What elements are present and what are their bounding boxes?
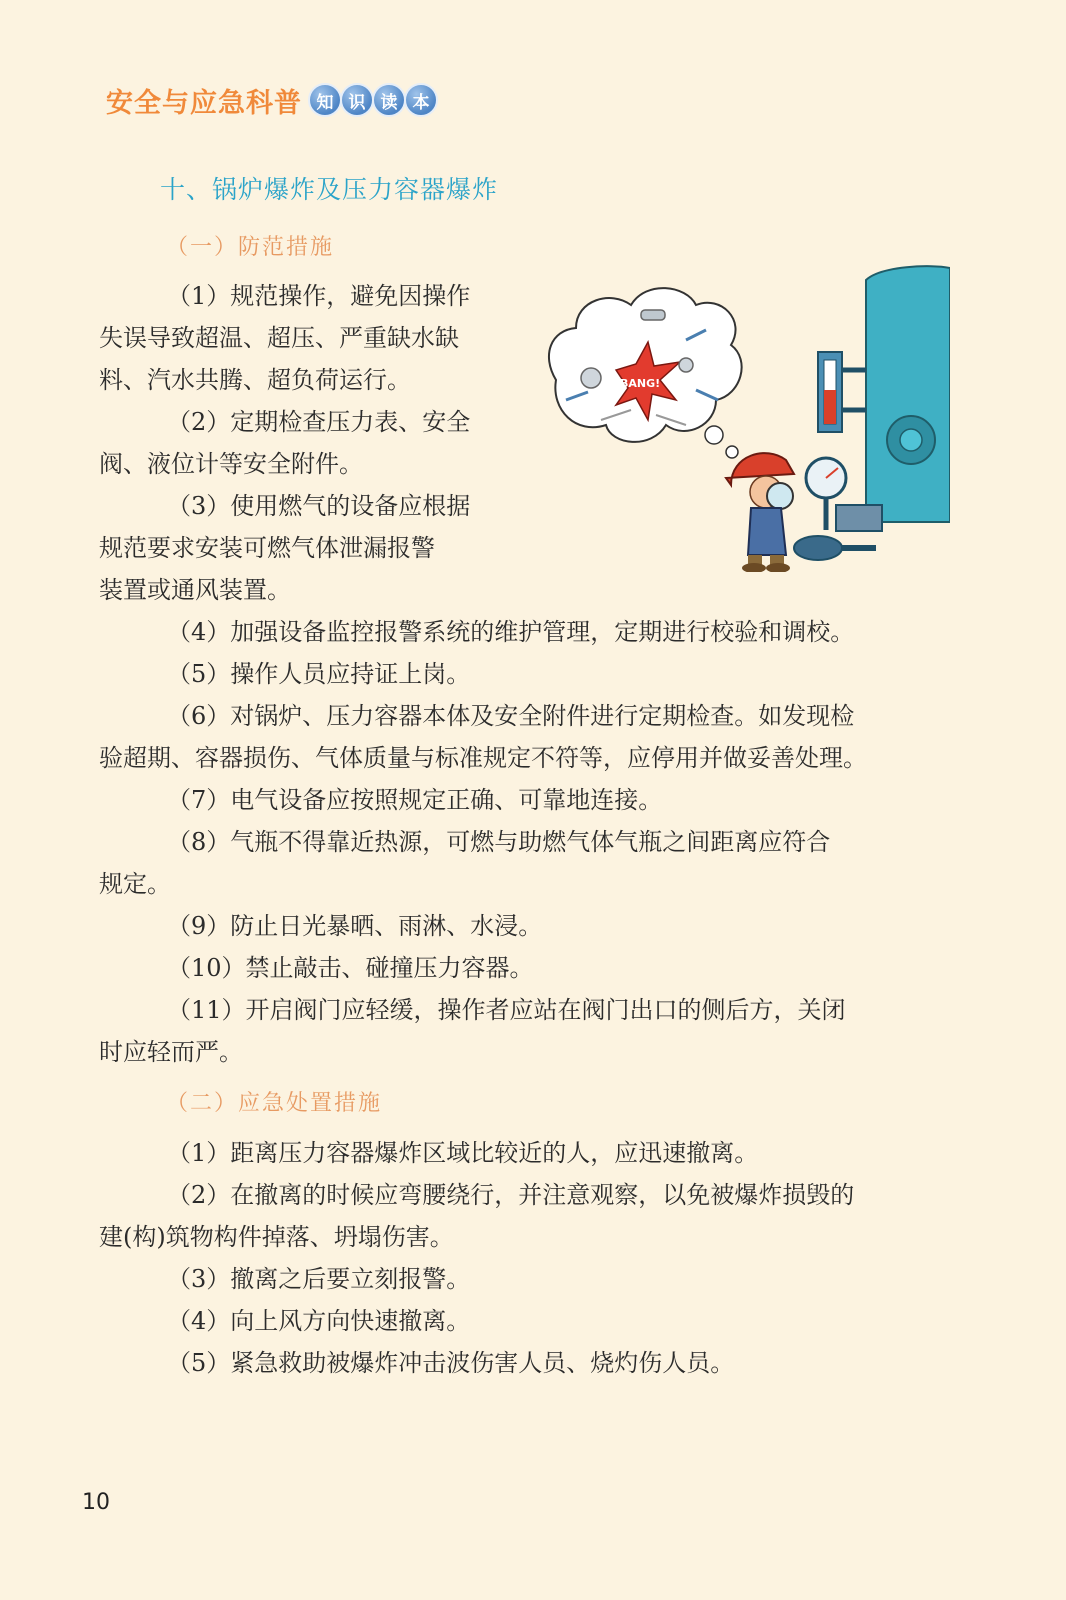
text-line: （6）对锅炉、压力容器本体及安全附件进行定期检查。如发现检 [167, 702, 855, 730]
svg-text:BANG!: BANG! [620, 377, 661, 390]
subsection-prevention-title: （一）防范措施 [166, 235, 335, 260]
book-title: 安全与应急科普 [106, 87, 302, 119]
text-line: （5）操作人员应持证上岗。 [167, 660, 471, 688]
badge-char: 本 [404, 83, 438, 117]
text-line: （10）禁止敲击、碰撞压力容器。 [167, 954, 534, 982]
boiler-tank [794, 266, 950, 560]
text-line: （1）距离压力容器爆炸区域比较近的人，应迅速撤离。 [167, 1139, 759, 1167]
text-line: （3）使用燃气的设备应根据 [167, 492, 471, 520]
badge-char: 知 [308, 83, 342, 117]
prevention-full-text [99, 611, 867, 1073]
emergency-text [99, 1132, 854, 1384]
text-line: 装置或通风装置。 [99, 576, 291, 604]
section-title: 十、锅炉爆炸及压力容器爆炸 [160, 175, 499, 204]
text-line: 失误导致超温、超压、严重缺水缺 [99, 324, 459, 352]
text-line: 规范要求安装可燃气体泄漏报警 [99, 534, 435, 562]
boiler-inspection-illustration [536, 260, 950, 572]
text-line: （4）向上风方向快速撤离。 [167, 1307, 471, 1335]
inspector-character [726, 453, 794, 572]
book-badges [310, 83, 438, 117]
subsection-emergency-title: （二）应急处置措施 [166, 1091, 383, 1116]
text-line: （4）加强设备监控报警系统的维护管理，定期进行校验和调校。 [167, 618, 855, 646]
text-line: 料、汽水共腾、超负荷运行。 [99, 366, 411, 394]
text-line: （9）防止日光暴晒、雨淋、水浸。 [167, 912, 543, 940]
text-line: （8）气瓶不得靠近热源，可燃与助燃气体气瓶之间距离应符合 [167, 828, 831, 856]
text-line: 验超期、容器损伤、气体质量与标准规定不符等，应停用并做妥善处理。 [99, 744, 867, 772]
text-line: （2）定期检查压力表、安全 [167, 408, 471, 436]
text-line: （11）开启阀门应轻缓，操作者应站在阀门出口的侧后方，关闭 [167, 996, 846, 1024]
badge-char: 读 [372, 83, 406, 117]
book-header [106, 80, 438, 120]
text-line: （5）紧急救助被爆炸冲击波伤害人员、烧灼伤人员。 [167, 1349, 735, 1377]
text-line: 阀、液位计等安全附件。 [99, 450, 363, 478]
text-line: （3）撤离之后要立刻报警。 [167, 1265, 471, 1293]
text-line: 建(构)筑物构件掉落、坍塌伤害。 [99, 1223, 454, 1251]
prevention-wrapped-text [99, 275, 470, 611]
page-number: 10 [82, 1490, 110, 1515]
text-line: 时应轻而严。 [99, 1038, 243, 1066]
text-line: 规定。 [99, 870, 171, 898]
text-line: （1）规范操作，避免因操作 [167, 282, 471, 310]
badge-char: 识 [340, 83, 374, 117]
explosion-thought-bubble [549, 288, 742, 458]
text-line: （7）电气设备应按照规定正确、可靠地连接。 [167, 786, 663, 814]
text-line: （2）在撤离的时候应弯腰绕行，并注意观察，以免被爆炸损毁的 [167, 1181, 855, 1209]
